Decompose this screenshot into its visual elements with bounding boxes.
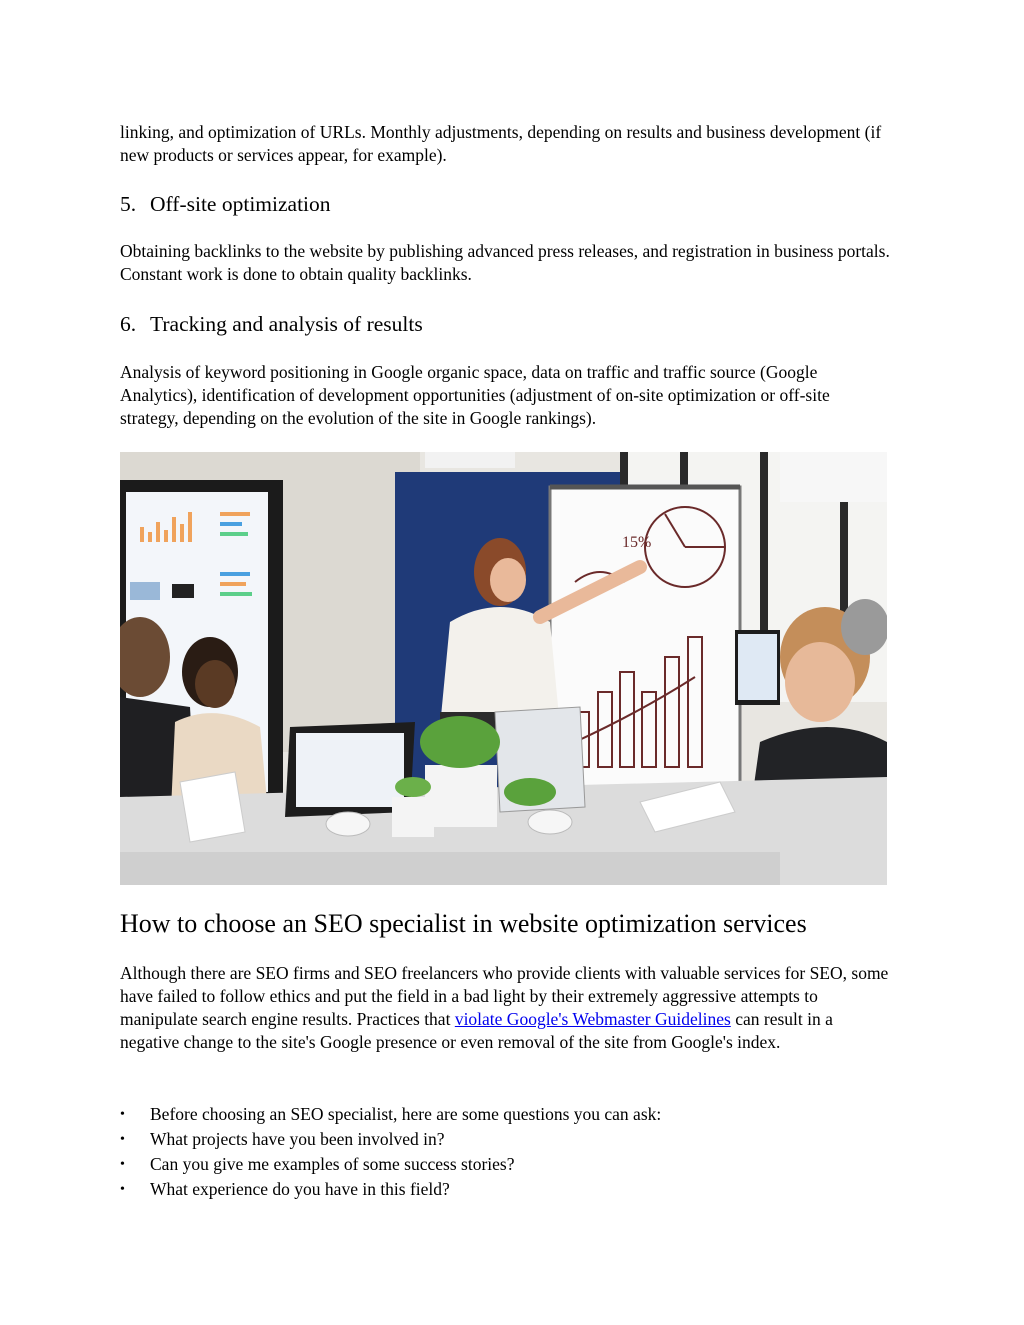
choose-text-after-link: can result in a negative change to the site's Google presence or even removal of the site from Google's index. [120, 1009, 833, 1052]
list-item [120, 1102, 890, 1127]
intro-paragraph: linking, and optimization of URLs. Monthly adjustments, depending on results and business development (if new products or services appear, for example). [120, 122, 882, 165]
bullet-icon: • [120, 1132, 125, 1147]
choose-seo-paragraph [120, 962, 890, 1054]
list-item [120, 1152, 890, 1177]
section-5-body: Obtaining backlinks to the website by publishing advanced press releases, and registration in business portals. Constant work is done to obtain quality backlinks. [120, 241, 890, 284]
section-6-number: 6. [120, 312, 137, 336]
list-item-text: What experience do you have in this field? [150, 1179, 450, 1199]
list-item-text: What projects have you been involved in? [150, 1129, 445, 1149]
flipchart-percent-note: 15% [622, 534, 652, 551]
section-5-number: 5. [120, 192, 137, 216]
bullet-icon: • [120, 1157, 125, 1172]
bullet-icon: • [120, 1107, 125, 1122]
section-6-body: Analysis of keyword positioning in Google organic space, data on traffic and traffic source (Google Analytics), identification of development opportunities (adjustment of on-site optimization or off-site strategy, depending on the evolution of the site in Google rankings). [120, 362, 830, 428]
list-item [120, 1127, 890, 1152]
section-5-title: Off-site optimization [150, 192, 331, 216]
section-6-title: Tracking and analysis of results [150, 312, 423, 336]
list-item-text: Before choosing an SEO specialist, here are some questions you can ask: [150, 1104, 662, 1124]
list-item [120, 1177, 890, 1202]
bullet-icon: • [120, 1182, 125, 1197]
meeting-photo [120, 452, 887, 885]
list-item-text: Can you give me examples of some success stories? [150, 1154, 515, 1174]
section-5-heading [120, 191, 331, 217]
webmaster-guidelines-link[interactable]: violate Google's Webmaster Guidelines [454, 1009, 731, 1029]
choose-text-before-link: Although there are SEO firms and SEO freelancers who provide clients with valuable services for SEO, some have failed to follow ethics and put the field in a bad light by their extremely aggressive attempts to manipulate search engine results. Practices that [120, 963, 889, 1029]
section-6-heading [120, 311, 423, 337]
choose-seo-heading: How to choose an SEO specialist in website optimization services [120, 909, 807, 938]
seo-questions-list [120, 1102, 890, 1202]
